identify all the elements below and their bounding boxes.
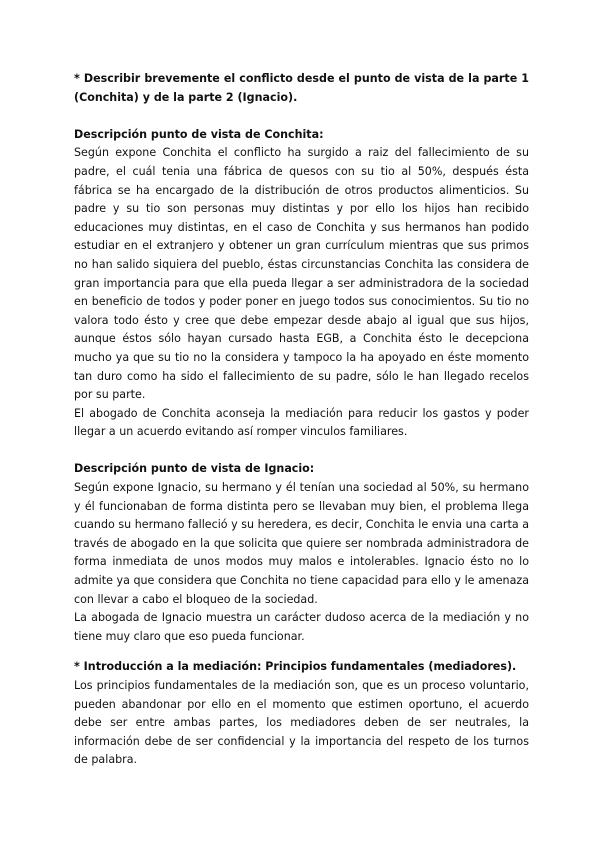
- section-2-heading: * Introducción a la mediación: Principios fundamentales (mediadores).: [74, 660, 517, 674]
- conchita-paragraph: Según expone Conchita el conflicto ha surgido a raiz del fallecimiento de su padre, el cuál tenia una fábrica de quesos con su tio al 50%, después ésta fábrica se ha encargado de la distribución de otros productos alimenticios. Su padre y su tio son personas muy distintas y por ello los hijos han recibido educaciones muy distintas, en el caso de Conchita y sus hermanos han podido estudiar en el extranjero y obtener un gran currículum mientras que sus primos no han salido siquiera del pueblo, éstas circunstancias Conchita las considera de gran importancia para que ella pueda llegar a ser administradora de la sociedad en beneficio de todos y poder poner en juego todos sus conocimientos. Su tio no valora todo ésto y cree que debe empezar desde abajo al igual que sus hijos, aunque éstos sólo hayan cursado hasta EGB, a Conchita ésto le decepciona mucho ya que su tio no la considera y tampoco la ha apoyado en éste momento tan duro como ha sido el fallecimiento de su padre, sólo le han llegado recelos por su parte.: [74, 146, 529, 402]
- ignacio-paragraph: Según expone Ignacio, su hermano y él tenían una sociedad al 50%, su hermano y él funcionaban de forma distinta pero se llevaban muy bien, el problema llega cuando su hermano falleció y su heredera, es decir, Conchita le envia una carta a través de abogado en la que solicita que quiere ser nombrada administradora de forma inmediata de unos modos muy malos e intolerables. Ignacio ésto no lo admite ya que considera que Conchita no tiene capacidad para ello y le amenaza con llevar a cabo el bloqueo de la sociedad.: [74, 481, 529, 606]
- section-1-prompt: * Describir brevemente el conflicto desde el punto de vista de la parte 1 (Conchita) y de la parte 2 (Ignacio).: [74, 72, 529, 104]
- ignacio-lawyer-paragraph: La abogada de Ignacio muestra un carácter dudoso acerca de la mediación y no tiene muy claro que eso pueda funcionar.: [74, 611, 529, 643]
- document-body: [74, 70, 529, 770]
- mediation-principles-paragraph: Los principios fundamentales de la mediación son, que es un proceso voluntario, pueden abandonar por ello en el momento que estimen oportuno, el acuerdo debe ser entre ambas partes, los mediadores deben de ser neutrales, la información debe de ser confidencial y la importancia del respeto de los turnos de palabra.: [74, 679, 529, 767]
- ignacio-heading: Descripción punto de vista de Ignacio:: [74, 462, 315, 476]
- conchita-lawyer-paragraph: El abogado de Conchita aconseja la mediación para reducir los gastos y poder llegar a un acuerdo evitando así romper vinculos familiares.: [74, 406, 529, 439]
- conchita-heading: Descripción punto de vista de Conchita:: [74, 127, 324, 141]
